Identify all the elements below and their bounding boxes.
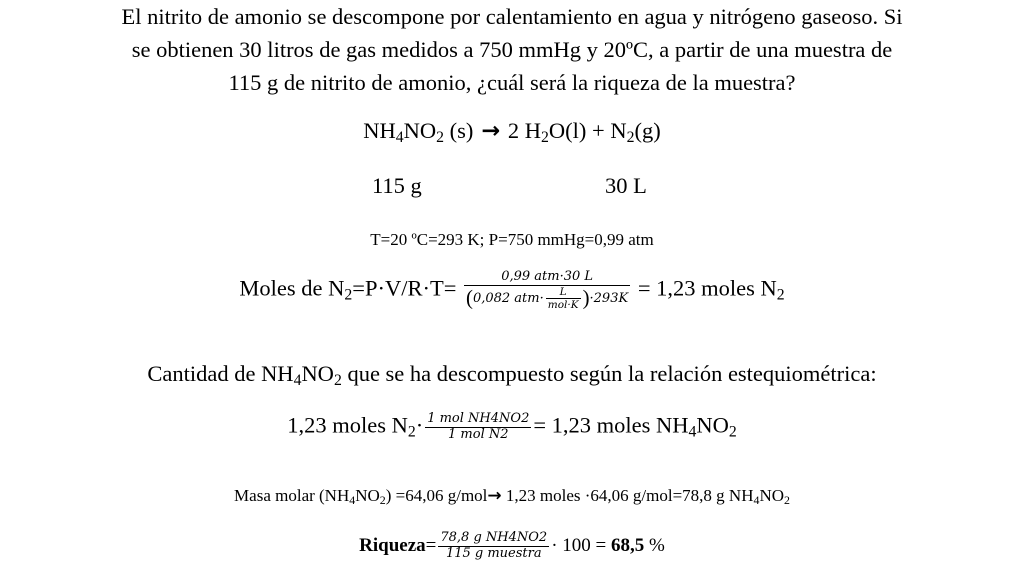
moles-equation: Moles de $N_2=P\cdot V/R\cdot T=$ 0,99 atm·30 L (0,082 atm· $\frac{L}{\text{mol·K}}$ )·293K = 1,23 moles $N_2$: [239, 269, 785, 311]
stoich-equation: 1,23 moles $N_2\cdot$ $\frac{\text{1 mol NH4NO2}}{\text{1 mol N2}}$ = 1,23 moles $NH_4NO_2$: [287, 411, 737, 442]
intro-line-1: El nitrito de amonio se descompone por calentamiento en agua y nitrógeno gaseoso. Si: [121, 4, 903, 29]
stoich-text: Cantidad de $NH_4NO_2$ que se ha descompuesto según la relación estequiométrica:: [147, 361, 877, 389]
volume-quantity: 30 L: [605, 173, 647, 198]
riqueza-fraction: $\frac{\text{78,8 g NH4NO2}}{\text{115 g muestra}}$: [440, 530, 548, 561]
mass-quantity: 115 g: [372, 173, 422, 198]
riqueza-label: Riqueza: [359, 534, 426, 556]
riqueza-equation: Riqueza= $\frac{\text{78,8 g NH4NO2}}{\text{115 g muestra}}$ · 100 = 68,5 %: [359, 530, 665, 561]
molar-mass-line: Masa molar $(NH_4NO_2) =64,06$ g/mol→ 1,23 moles ·64,06 g/mol=78,8 g $NH_4NO_2$: [234, 486, 790, 507]
molar-mass-arrow-icon: →: [487, 486, 502, 506]
moles-fraction: 0,99 atm·30 L (0,082 atm· $\frac{L}{\text{mol·K}}$ )·293K: [466, 269, 629, 311]
stoich-fraction: $\frac{\text{1 mol NH4NO2}}{\text{1 mol N2}}$: [427, 411, 530, 442]
riqueza-result: 68,5: [611, 534, 645, 556]
reaction-equation: $NH_4NO_2$ (s) → 2 $H_2O(l) + N_2(g)$: [363, 118, 661, 146]
intro-line-3: 115 g de nitrito de amonio, ¿cuál será la riqueza de la muestra?: [228, 70, 796, 95]
intro-line-2: se obtienen 30 litros de gas medidos a 750 mmHg y 20ºC, a partir de una muestra de: [131, 37, 893, 62]
reaction-arrow-icon: →: [473, 118, 508, 144]
conditions: T=20 ºC=293 K; P=750 mmHg=0,99 atm: [370, 230, 654, 249]
